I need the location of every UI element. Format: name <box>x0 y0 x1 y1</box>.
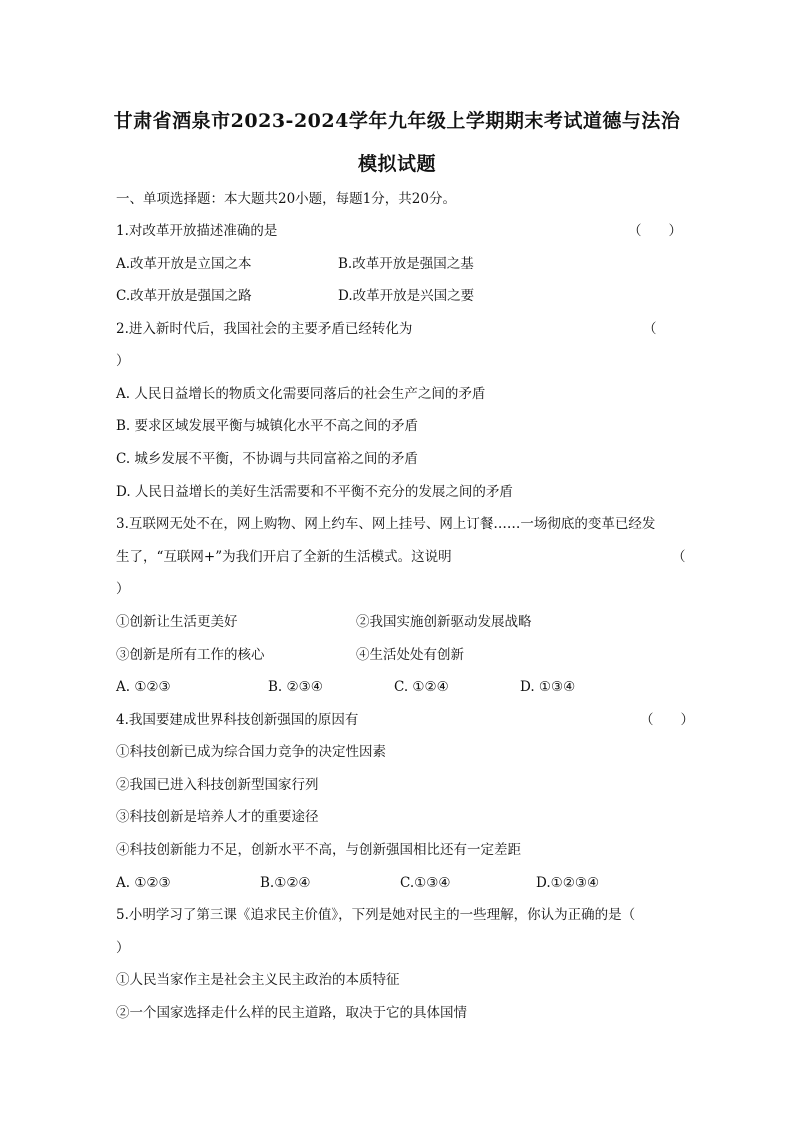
question-1-option-d: D.改革开放是兴国之要 <box>338 288 475 304</box>
question-3-item-1: ①创新让生活更美好 <box>116 614 238 630</box>
question-5-item-1: ①人民当家作主是社会主义民主政治的本质特征 <box>116 972 400 988</box>
question-3-stem-line-2: 生了，“互联网+”为我们开启了全新的生活模式。这说明 <box>116 549 452 565</box>
question-4-stem: 4.我国要建成世界科技创新强国的原因有 <box>116 712 359 728</box>
question-5-item-2: ②一个国家选择走什么样的民主道路，取决于它的具体国情 <box>116 1005 467 1021</box>
exam-subtitle: 模拟试题 <box>357 153 436 175</box>
question-1-option-c: C.改革开放是强国之路 <box>116 288 252 304</box>
question-4-option-d: D.①②③④ <box>536 875 600 891</box>
question-5-stem: 5.小明学习了第三课《追求民主价值》，下列是她对民主的一些理解，你认为正确的是（ <box>116 907 636 923</box>
question-2-paren-open: （ <box>643 321 657 337</box>
question-3-option-c: C. ①②④ <box>394 679 449 695</box>
question-3-paren-open: （ <box>672 549 686 565</box>
question-4-option-a: A. ①②③ <box>116 875 171 891</box>
question-1-option-b: B.改革开放是强国之基 <box>338 256 474 272</box>
question-2-option-a: A. 人民日益增长的物质文化需要同落后的社会生产之间的矛盾 <box>116 386 486 402</box>
question-3-stem-line-1: 3.互联网无处不在，网上购物、网上约车、网上挂号、网上订餐……一场彻底的变革已经发 <box>116 516 656 532</box>
question-2-stem: 2.进入新时代后，我国社会的主要矛盾已经转化为 <box>116 321 413 337</box>
question-1-answer-blank: （ ） <box>628 223 682 239</box>
question-2-option-b: B. 要求区域发展平衡与城镇化水平不高之间的矛盾 <box>116 418 419 434</box>
question-3-item-2: ②我国实施创新驱动发展战略 <box>356 614 532 630</box>
question-2-paren-close: ） <box>116 353 130 369</box>
question-3-option-b: B. ②③④ <box>268 679 323 695</box>
question-4-item-2: ②我国已进入科技创新型国家行列 <box>116 777 319 793</box>
section-heading: 一、单项选择题：本大题共20小题，每题1分，共20分。 <box>116 191 456 207</box>
question-2-option-c: C. 城乡发展不平衡，不协调与共同富裕之间的矛盾 <box>116 451 418 467</box>
question-3-paren-close: ） <box>116 581 130 597</box>
question-1-stem: 1.对改革开放描述准确的是 <box>116 223 278 239</box>
question-5-paren-close: ） <box>116 940 130 956</box>
question-4-item-3: ③科技创新是培养人才的重要途径 <box>116 809 319 825</box>
question-3-item-3: ③创新是所有工作的核心 <box>116 647 265 663</box>
question-4-answer-blank: （ ） <box>640 712 694 728</box>
question-3-option-a: A. ①②③ <box>116 679 171 695</box>
question-4-item-4: ④科技创新能力不足，创新水平不高，与创新强国相比还有一定差距 <box>116 842 521 858</box>
question-4-option-c: C.①③④ <box>400 875 451 891</box>
question-1-option-a: A.改革开放是立国之本 <box>116 256 252 272</box>
question-4-option-b: B.①②④ <box>260 875 311 891</box>
exam-title: 甘肃省酒泉市2023-2024学年九年级上学期期末考试道德与法治 <box>113 110 681 132</box>
question-3-item-4: ④生活处处有创新 <box>356 647 464 663</box>
question-3-option-d: D. ①③④ <box>520 679 576 695</box>
question-2-option-d: D. 人民日益增长的美好生活需要和不平衡不充分的发展之间的矛盾 <box>116 484 513 500</box>
question-4-item-1: ①科技创新已成为综合国力竞争的决定性因素 <box>116 744 386 760</box>
